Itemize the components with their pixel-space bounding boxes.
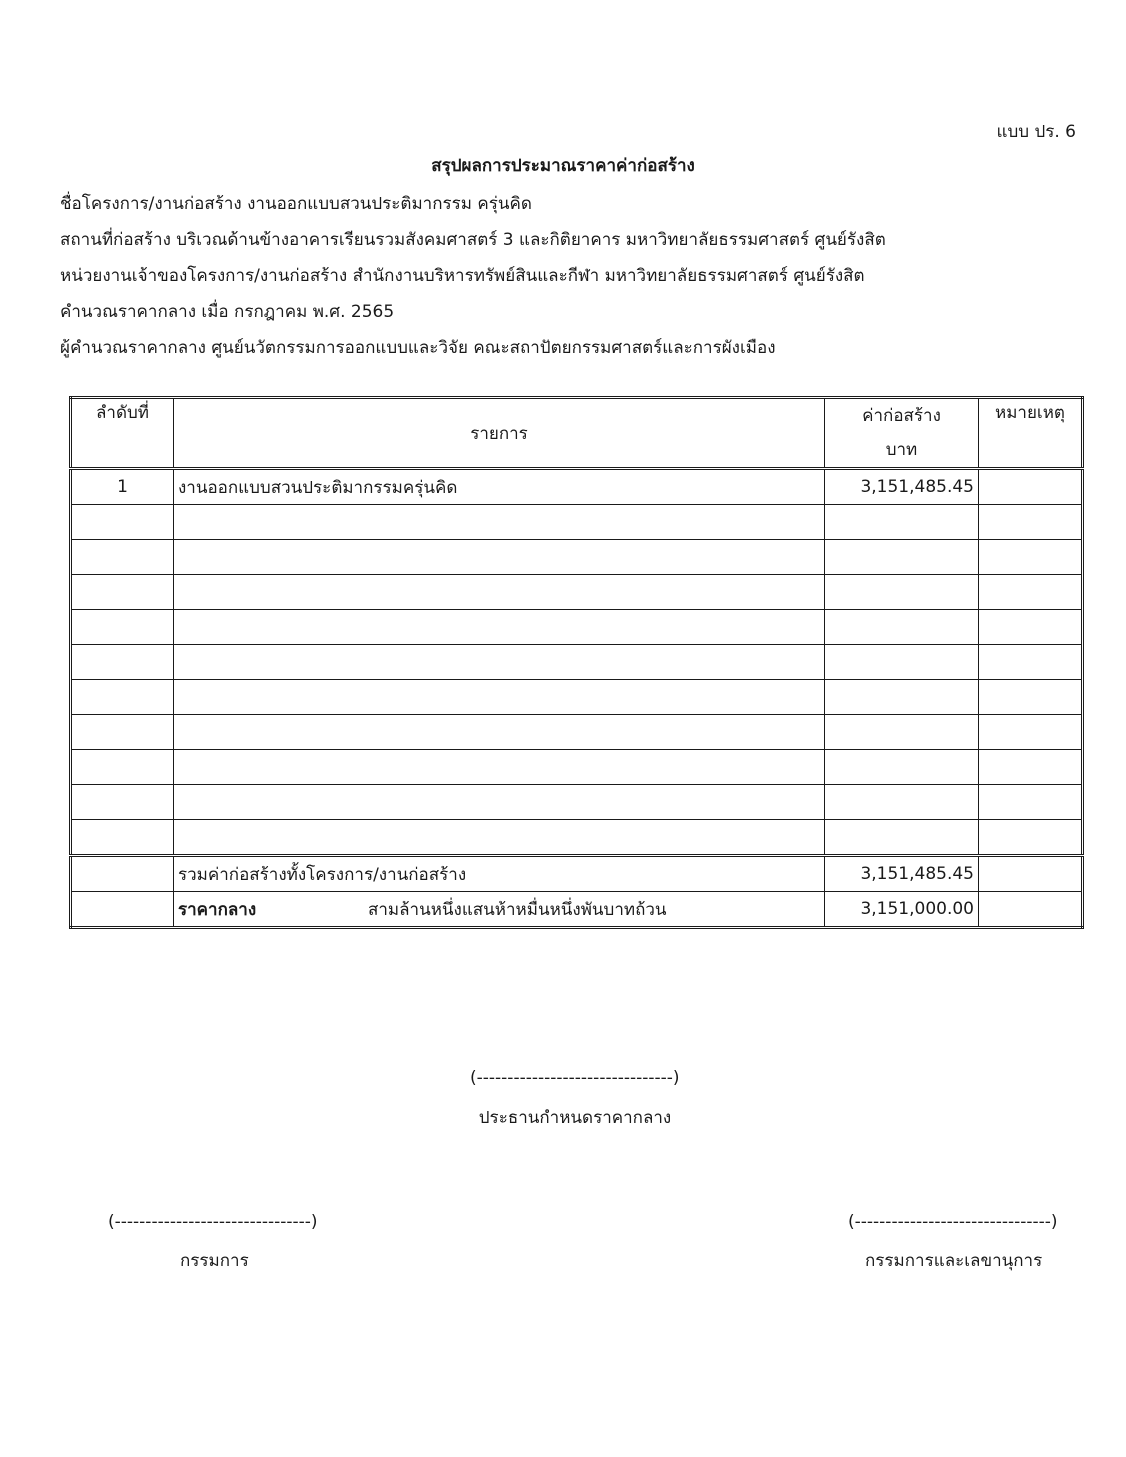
table-row [71, 575, 1083, 610]
calculator-line: ผู้คำนวณราคากลาง ศูนย์นวัตกรรมการออกแบบและวิจัย คณะสถาปัตยกรรมศาสตร์และการผังเมือง [60, 338, 776, 358]
row-no [71, 540, 174, 575]
table-row [71, 820, 1083, 856]
row-item [174, 820, 825, 856]
table-header-row [71, 398, 1083, 469]
row-remark [979, 540, 1083, 575]
row-remark [979, 820, 1083, 856]
mid-price-row [71, 892, 1083, 928]
row-amount [825, 645, 979, 680]
chair-signature-line: (--------------------------------) [470, 1068, 680, 1088]
row-no [71, 610, 174, 645]
table-row [71, 469, 1083, 505]
row-no [71, 750, 174, 785]
total-amount: 3,151,485.45 [825, 856, 979, 892]
total-label: รวมค่าก่อสร้างทั้งโครงการ/งานก่อสร้าง [174, 856, 825, 892]
row-item [174, 505, 825, 540]
mid-price-no-cell [71, 892, 174, 928]
project-name-line: ชื่อโครงการ/งานก่อสร้าง งานออกแบบสวนประติมากรรม ครุ่นคิด [60, 194, 532, 214]
header-cost-line2: บาท [885, 440, 918, 460]
table-row [71, 610, 1083, 645]
table-row [71, 540, 1083, 575]
row-remark [979, 785, 1083, 820]
secretary-signature-line: (--------------------------------) [848, 1212, 1058, 1232]
mid-price-label: ราคากลาง [178, 899, 257, 920]
total-row [71, 856, 1083, 892]
table-row [71, 680, 1083, 715]
row-item [174, 785, 825, 820]
row-no [71, 715, 174, 750]
row-remark [979, 680, 1083, 715]
row-no [71, 820, 174, 856]
header-item: รายการ [174, 398, 825, 469]
row-amount [825, 785, 979, 820]
mid-price-amount: 3,151,000.00 [825, 892, 979, 928]
row-amount [825, 505, 979, 540]
row-no [71, 680, 174, 715]
row-no [71, 785, 174, 820]
total-remark-cell [979, 856, 1083, 892]
row-amount: 3,151,485.45 [825, 469, 979, 505]
secretary-title: กรรมการและเลขานุการ [865, 1251, 1043, 1271]
row-item [174, 575, 825, 610]
row-no: 1 [71, 469, 174, 505]
table-row [71, 715, 1083, 750]
member-signature-line: (--------------------------------) [108, 1212, 318, 1232]
member-title: กรรมการ [180, 1251, 249, 1271]
document-title: สรุปผลการประมาณราคาค่าก่อสร้าง [431, 156, 695, 176]
mid-price-remark-cell [979, 892, 1083, 928]
row-item [174, 540, 825, 575]
row-item: งานออกแบบสวนประติมากรรมครุ่นคิด [174, 469, 825, 505]
row-remark [979, 645, 1083, 680]
summary-table [69, 396, 1084, 929]
row-remark [979, 715, 1083, 750]
form-code: แบบ ปร. 6 [996, 122, 1076, 142]
header-remark: หมายเหตุ [979, 398, 1083, 469]
table-row [71, 750, 1083, 785]
row-item [174, 610, 825, 645]
row-remark [979, 610, 1083, 645]
owner-line: หน่วยงานเจ้าของโครงการ/งานก่อสร้าง สำนักงานบริหารทรัพย์สินและกีฬา มหาวิทยาลัยธรรมศาสตร์ ศูนย์รังสิต [60, 266, 865, 286]
row-amount [825, 610, 979, 645]
row-remark [979, 469, 1083, 505]
row-item [174, 645, 825, 680]
row-amount [825, 820, 979, 856]
header-cost [825, 398, 979, 469]
header-cost-line1: ค่าก่อสร้าง [862, 406, 941, 426]
table-row [71, 645, 1083, 680]
header-no: ลำดับที่ [71, 398, 174, 469]
row-remark [979, 750, 1083, 785]
location-line: สถานที่ก่อสร้าง บริเวณด้านข้างอาคารเรียนรวมสังคมศาสตร์ 3 และกิติยาคาร มหาวิทยาลัยธรรมศาสตร์ ศูนย์รังสิต [60, 230, 886, 250]
table-row [71, 785, 1083, 820]
mid-price-words: สามล้านหนึ่งแสนห้าหมื่นหนึ่งพันบาทถ้วน [368, 899, 667, 920]
row-no [71, 505, 174, 540]
row-amount [825, 715, 979, 750]
row-item [174, 750, 825, 785]
row-no [71, 645, 174, 680]
row-amount [825, 750, 979, 785]
table-row [71, 505, 1083, 540]
chair-title: ประธานกำหนดราคากลาง [478, 1108, 672, 1128]
row-remark [979, 575, 1083, 610]
calc-date-line: คำนวณราคากลาง เมื่อ กรกฎาคม พ.ศ. 2565 [60, 302, 395, 322]
row-amount [825, 540, 979, 575]
row-item [174, 715, 825, 750]
row-amount [825, 575, 979, 610]
row-no [71, 575, 174, 610]
total-no-cell [71, 856, 174, 892]
row-amount [825, 680, 979, 715]
row-item [174, 680, 825, 715]
mid-price-cell [174, 892, 825, 928]
row-remark [979, 505, 1083, 540]
